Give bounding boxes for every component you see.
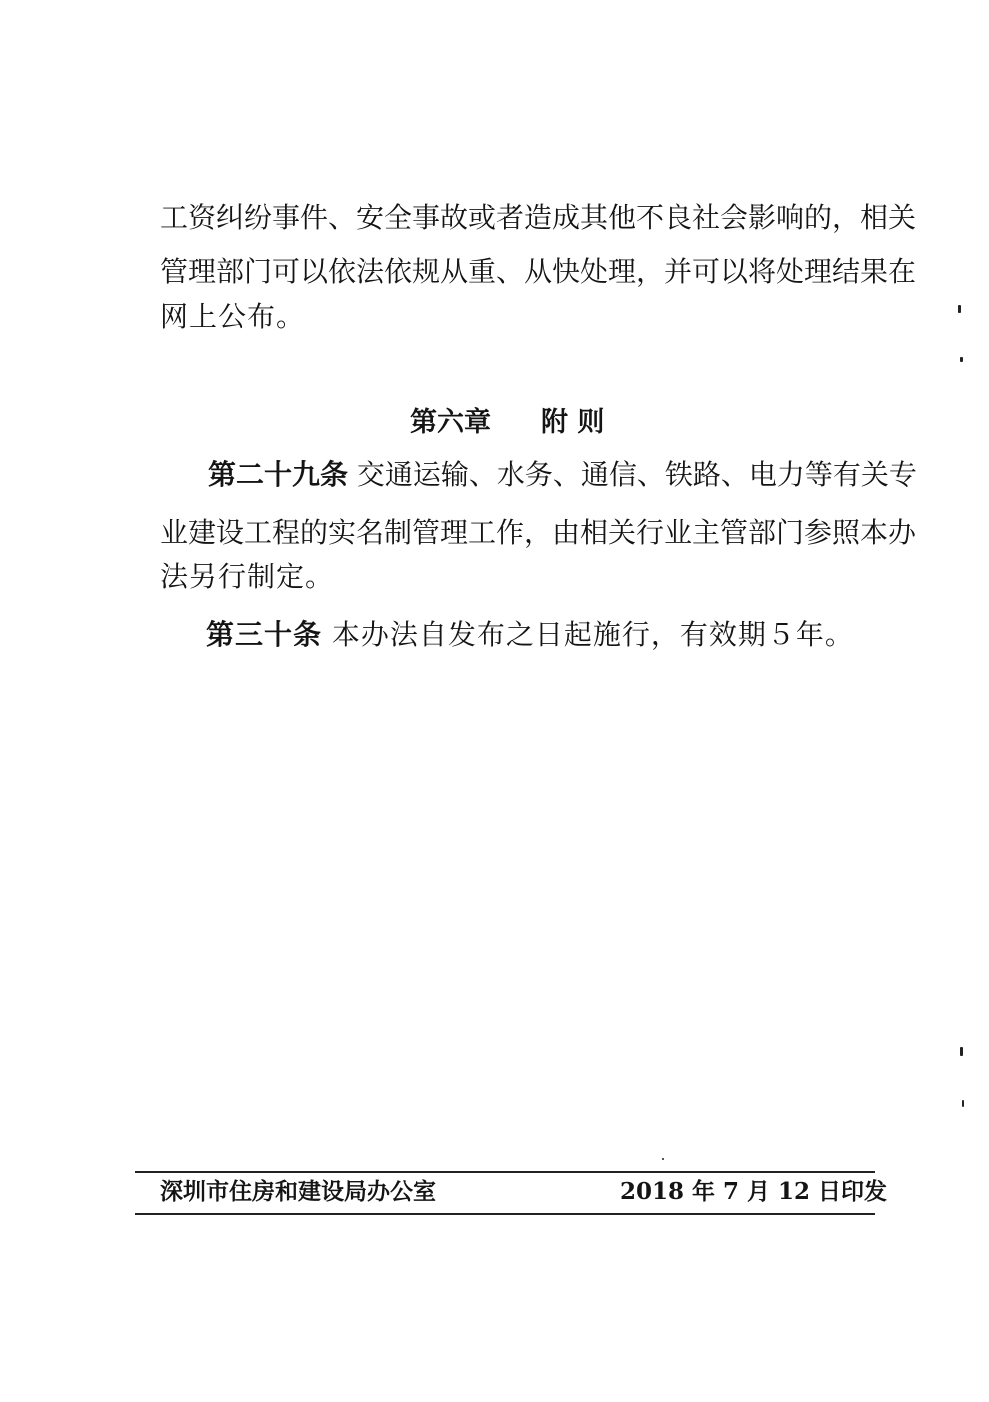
chapter-title: 附 则 xyxy=(541,407,605,438)
scan-speck xyxy=(960,1047,963,1056)
paragraph-line-3: 网上公布。 xyxy=(160,300,306,333)
article-29-heading: 第二十九条 xyxy=(208,458,349,491)
article-29-line-1 xyxy=(208,455,917,495)
article-30 xyxy=(206,615,854,655)
paragraph-line-1: 工资纠纷事件、安全事故或者造成其他不良社会影响的，相关 xyxy=(160,201,917,234)
scan-speck xyxy=(962,1100,964,1107)
footer-rule-top xyxy=(135,1171,875,1173)
chapter-number: 第六章 xyxy=(410,407,491,438)
scan-speck xyxy=(958,305,961,313)
paragraph-line-2: 管理部门可以依法依规从重、从快处理，并可以将处理结果在 xyxy=(160,255,917,288)
article-29-line-2: 业建设工程的实名制管理工作，由相关行业主管部门参照本办 xyxy=(160,516,917,549)
scan-speck xyxy=(960,357,963,362)
article-29-line-1-text: 交通运输、水务、通信、铁路、电力等有关专 xyxy=(356,458,917,491)
article-30-heading: 第三十条 xyxy=(206,618,323,651)
scan-speck xyxy=(662,1158,664,1160)
footer-issuer: 深圳市住房和建设局办公室 xyxy=(160,1178,436,1205)
article-30-text: 本办法自发布之日起施行，有效期５年。 xyxy=(331,618,854,651)
footer-date: 2018 年 7 月 12 日印发 xyxy=(620,1178,888,1205)
article-29-line-3: 法另行制定。 xyxy=(160,560,335,593)
footer-rule-bottom xyxy=(135,1213,875,1215)
chapter-heading xyxy=(410,403,604,443)
